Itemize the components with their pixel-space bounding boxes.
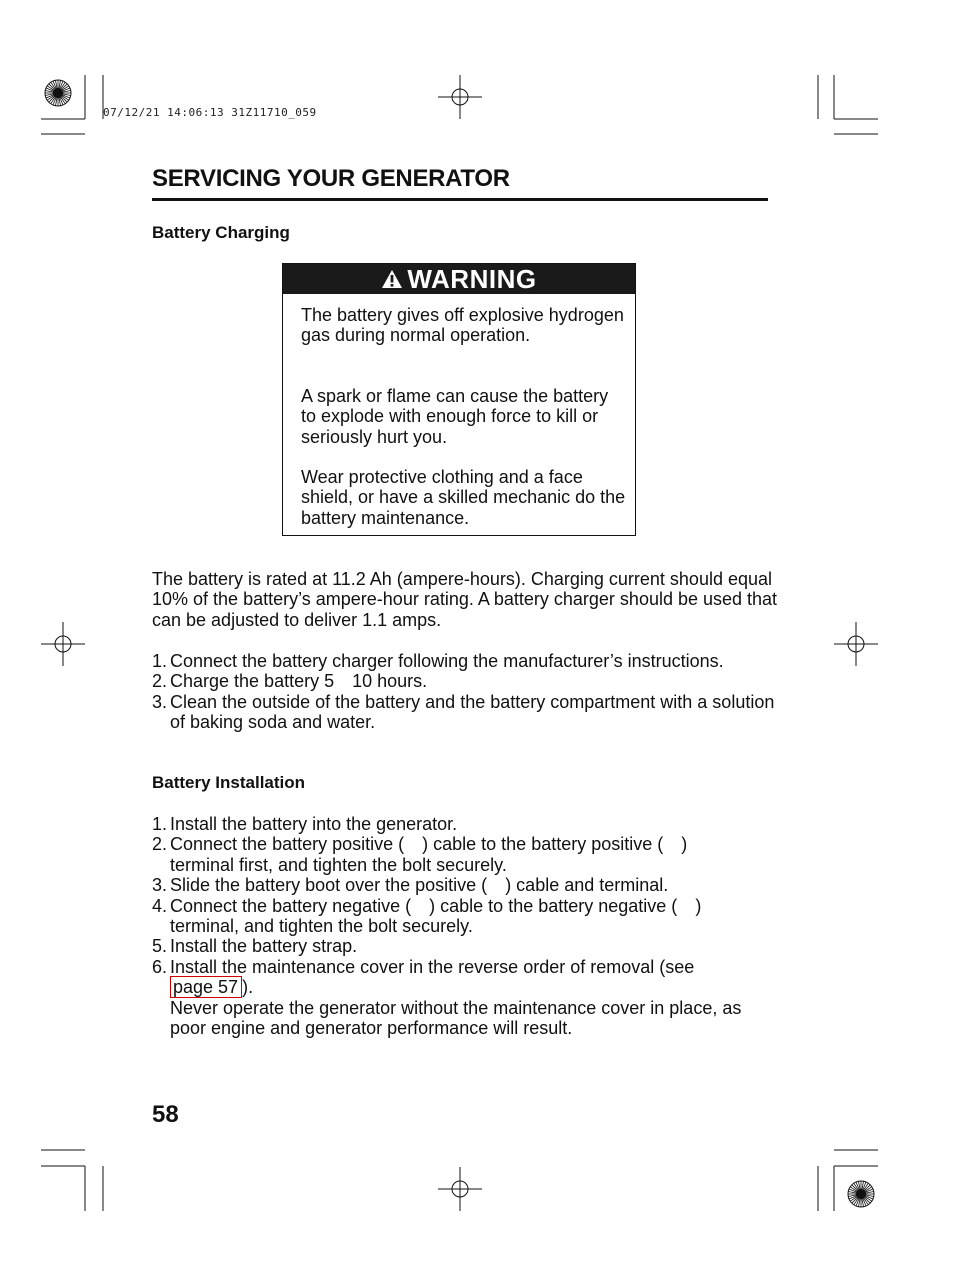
warning-header bbox=[283, 264, 635, 294]
warning-text: A spark or flame can cause the battery to explode with enough force to kill or seriously hurt you. bbox=[301, 386, 609, 447]
warning-box bbox=[282, 263, 636, 536]
list-item: 4. Connect the battery negative ( ) cable to the battery negative ( ) terminal, and tighten the bolt securely. bbox=[152, 895, 702, 937]
title-rule bbox=[152, 198, 768, 201]
page-title: SERVICING YOUR GENERATOR bbox=[152, 165, 510, 192]
warning-label: WARNING bbox=[407, 264, 537, 294]
registration-sunburst-icon bbox=[848, 1181, 874, 1207]
battery-charging-heading: Battery Charging bbox=[152, 223, 290, 242]
page-57-link[interactable]: page 57 bbox=[170, 976, 242, 998]
list-item: 2. Connect the battery positive ( ) cable to the battery positive ( ) terminal first, and tighten the bolt securely. bbox=[152, 834, 688, 875]
registration-crosshair-icon bbox=[834, 622, 878, 666]
registration-crosshair-icon bbox=[41, 622, 85, 666]
list-item: 5. Install the battery strap. bbox=[152, 936, 358, 957]
registration-crosshair-icon bbox=[438, 75, 482, 119]
warning-triangle-icon bbox=[381, 269, 403, 289]
page-number: 58 bbox=[152, 1101, 179, 1128]
installation-steps bbox=[152, 814, 782, 1038]
charging-steps bbox=[152, 651, 782, 733]
print-stamp: 07/12/21 14:06:13 31Z11710_059 bbox=[103, 106, 317, 119]
registration-sunburst-icon bbox=[45, 80, 71, 106]
list-item: 6. Install the maintenance cover in the reverse order of removal (see page 57 ). Never operate the generator without the maintenance cover in place, as poor engine and generator performance will result. bbox=[152, 956, 742, 1039]
list-item: 1. Connect the battery charger following the manufacturer’s instructions. bbox=[152, 651, 724, 671]
charging-intro: The battery is rated at 11.2 Ah (ampere-hours). Charging current should equal 10% of the battery’s ampere-hour rating. A battery charger should be used that can be adjusted to deliver 1.1 amps. bbox=[152, 569, 778, 630]
registration-crosshair-icon bbox=[438, 1167, 482, 1211]
list-item: 1. Install the battery into the generator. bbox=[152, 814, 458, 834]
list-item: 3. Clean the outside of the battery and the battery compartment with a solution of baking soda and water. bbox=[152, 691, 775, 733]
warning-text: Wear protective clothing and a face shield, or have a skilled mechanic do the battery maintenance. bbox=[301, 467, 626, 528]
list-item: 3. Slide the battery boot over the positive ( ) cable and terminal. bbox=[152, 875, 669, 896]
list-item: 2. Charge the battery 5 10 hours. bbox=[152, 671, 428, 692]
warning-text: The battery gives off explosive hydrogen gas during normal operation. bbox=[301, 305, 624, 346]
maintenance-note: Never operate the generator without the maintenance cover in place, as poor engine and generator performance will result. bbox=[170, 997, 742, 1039]
battery-installation-heading: Battery Installation bbox=[152, 773, 306, 792]
